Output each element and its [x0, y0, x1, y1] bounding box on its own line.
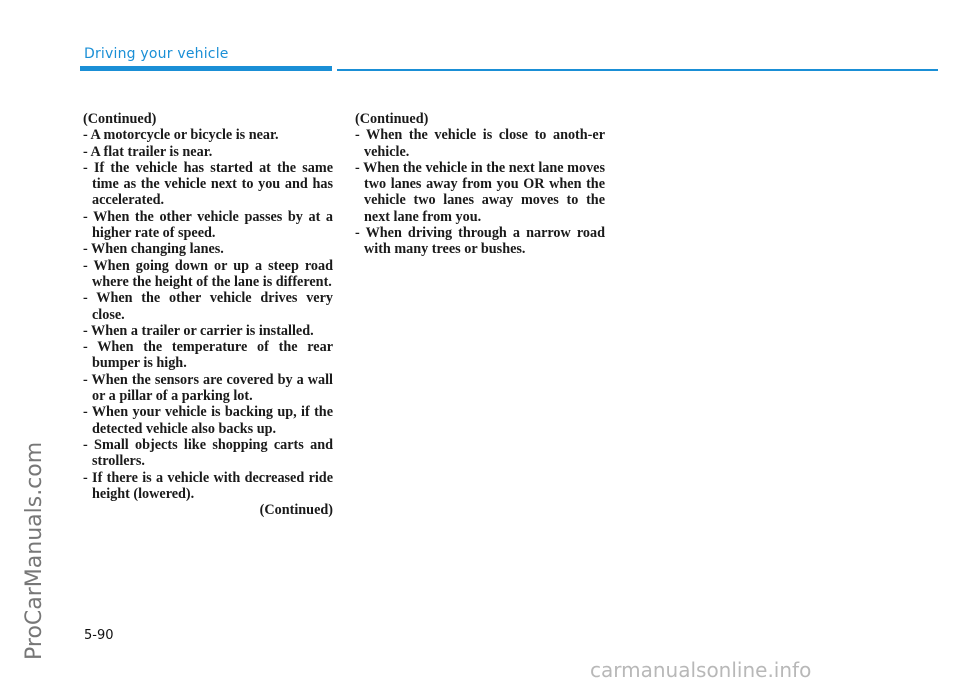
list-item: - If the vehicle has started at the same time as the vehicle next to you and has accelerated.	[83, 159, 333, 209]
list-item: - When the sensors are covered by a wall or a pillar of a parking lot.	[83, 371, 333, 405]
continued-label-bottom: (Continued)	[259, 502, 333, 519]
page-number: 5-90	[84, 628, 114, 643]
list-item: - Small objects like shopping carts and strollers.	[83, 436, 333, 470]
list-item: - When the vehicle in the next lane moves two lanes away from you OR when the vehicle two lanes away moves to the next lane from you.	[355, 159, 605, 225]
list-item: - A motorcycle or bicycle is near.	[83, 127, 279, 144]
header-rule-thin	[337, 69, 938, 71]
list-item: - When the other vehicle passes by at a higher rate of speed.	[83, 208, 333, 242]
side-watermark: ProCarManuals.com	[22, 441, 47, 660]
list-item: - When going down or up a steep road where the height of the lane is different.	[83, 257, 333, 290]
continued-label-top: (Continued)	[83, 111, 157, 127]
list-item: - If there is a vehicle with decreased ride height (lowered).	[83, 469, 333, 502]
list-item: - When driving through a narrow road with many trees or bushes.	[355, 225, 605, 258]
left-column	[83, 111, 333, 518]
list-item: - When your vehicle is backing up, if the detected vehicle also backs up.	[83, 404, 333, 437]
continued-label-top: (Continued)	[355, 111, 429, 127]
list-item: - When changing lanes.	[83, 241, 224, 258]
list-item: - When the vehicle is close to anoth-er vehicle.	[355, 127, 605, 160]
right-column	[355, 111, 605, 258]
list-item: - When the other vehicle drives very close.	[83, 290, 333, 323]
header-rule-thick	[80, 66, 332, 71]
section-title: Driving your vehicle	[84, 46, 229, 62]
bottom-watermark: carmanualsonline.info	[590, 658, 812, 682]
list-item: - When the temperature of the rear bumper is high.	[83, 339, 333, 372]
list-item: - When a trailer or carrier is installed.	[83, 322, 314, 339]
list-item: - A flat trailer is near.	[83, 143, 213, 160]
